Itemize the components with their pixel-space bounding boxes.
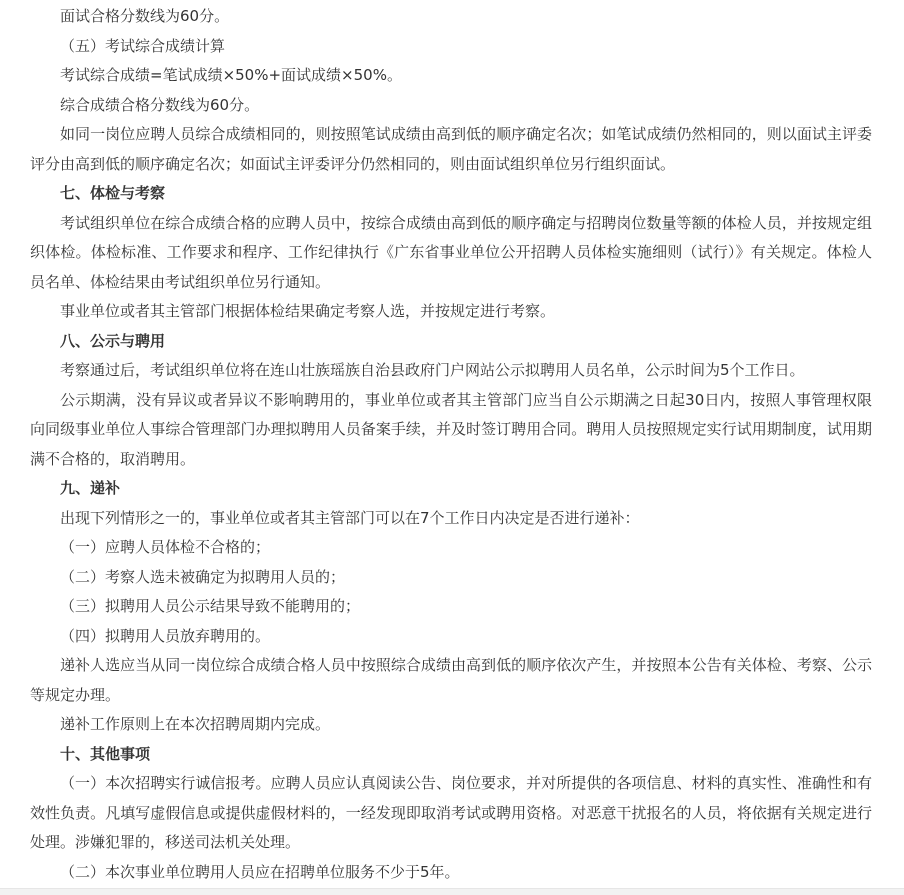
- list-item-replacement-2: （二）考察人选未被确定为拟聘用人员的；: [60, 567, 346, 586]
- paragraph-publicity: 考察通过后，考试组织单位将在连山壮族瑶族自治县政府门户网站公示拟聘用人员名单，公示时间为5个工作日。: [60, 361, 805, 379]
- paragraph-service-term: （二）本次事业单位聘用人员应在招聘单位服务不少于5年。: [60, 862, 460, 881]
- list-item-replacement-4: （四）拟聘用人员放弃聘用的。: [60, 626, 271, 645]
- article-body: [30, 2, 872, 887]
- horizontal-scrollbar[interactable]: [0, 888, 904, 895]
- paragraph-medical-exam: 考试组织单位在综合成绩合格的应聘人员中，按综合成绩由高到低的顺序确定与招聘岗位数量等额的体检人员，并按规定组织体检。体检标准、工作要求和程序、工作纪律执行《广东省事业单位公开招聘人员体检实施细则（试行）》有关规定。体检人员名单、体检结果由考试组织单位另行通知。: [30, 213, 872, 291]
- paragraph-inspection: 事业单位或者其主管部门根据体检结果确定考察人选，并按规定进行考察。: [60, 302, 556, 320]
- section-heading-other-matters: 十、其他事项: [60, 744, 151, 763]
- paragraph-score-calc-title: （五）考试综合成绩计算: [60, 36, 226, 55]
- paragraph-replacement-intro: 出现下列情形之一的，事业单位或者其主管部门可以在7个工作日内决定是否进行递补：: [60, 508, 640, 527]
- section-heading-replacement: 九、递补: [60, 479, 121, 497]
- section-heading-publicity-hiring: 八、公示与聘用: [60, 331, 166, 350]
- paragraph-replacement-period: 递补工作原则上在本次招聘周期内完成。: [60, 715, 331, 733]
- paragraph-tie-break-rule: 如同一岗位应聘人员综合成绩相同的，则按照笔试成绩由高到低的顺序确定名次；如笔试成绩仍然相同的，则以面试主评委评分由高到低的顺序确定名次；如面试主评委评分仍然相同的，则由面试组织单位另行组织面试。: [30, 125, 872, 173]
- paragraph-hiring: 公示期满，没有异议或者异议不影响聘用的，事业单位或者其主管部门应当自公示期满之日起30日内，按照人事管理权限向同级事业单位人事综合管理部门办理拟聘用人员备案手续，并及时签订聘用合同。聘用人员按照规定实行试用期制度，试用期满不合格的，取消聘用。: [30, 390, 872, 468]
- paragraph-replacement-order: 递补人选应当从同一岗位综合成绩合格人员中按照综合成绩由高到低的顺序依次产生，并按照本公告有关体检、考察、公示等规定办理。: [30, 656, 872, 704]
- list-item-replacement-3: （三）拟聘用人员公示结果导致不能聘用的；: [60, 597, 361, 615]
- paragraph-integrity: （一）本次招聘实行诚信报考。应聘人员应认真阅读公告、岗位要求，并对所提供的各项信息、材料的真实性、准确性和有效性负责。凡填写虚假信息或提供虚假材料的，一经发现即取消考试或聘用资格。对恶意干扰报名的人员，将依据有关规定进行处理。涉嫌犯罪的，移送司法机关处理。: [30, 774, 872, 851]
- paragraph-score-formula: 考试综合成绩=笔试成绩×50%+面试成绩×50%。: [60, 66, 402, 84]
- paragraph-overall-pass-line: 综合成绩合格分数线为60分。: [60, 95, 260, 114]
- list-item-replacement-1: （一）应聘人员体检不合格的；: [60, 538, 271, 556]
- section-heading-medical-exam: 七、体检与考察: [60, 184, 166, 202]
- paragraph-interview-pass-line: 面试合格分数线为60分。: [60, 7, 230, 25]
